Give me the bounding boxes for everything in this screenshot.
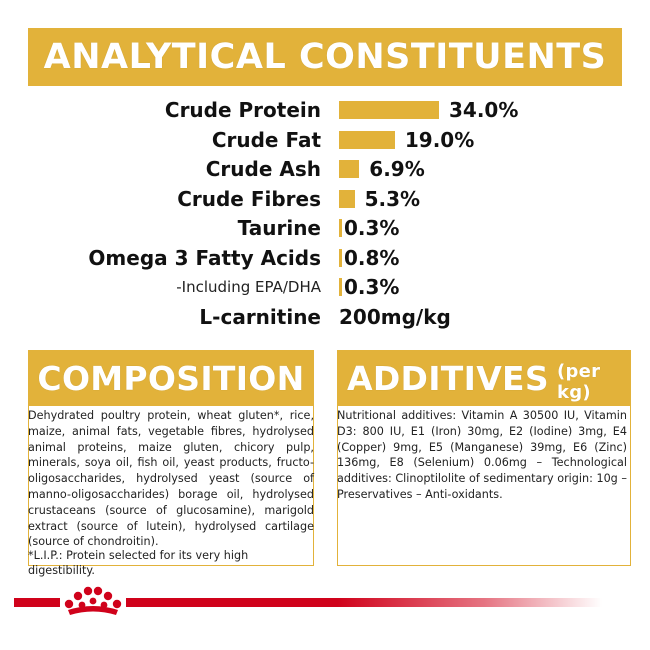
constituent-value: 200mg/kg xyxy=(339,304,451,329)
constituent-row xyxy=(0,125,650,155)
constituent-label: Taurine xyxy=(237,216,321,240)
additives-subtitle: (per kg) xyxy=(556,361,601,403)
constituent-label: L-carnitine xyxy=(199,304,321,329)
constituent-label: Crude Ash xyxy=(205,157,321,181)
constituent-value: 5.3% xyxy=(364,186,421,211)
constituent-value: 34.0% xyxy=(449,98,519,122)
crown-logo-icon xyxy=(60,582,126,618)
constituent-value: 0.3% xyxy=(344,275,400,299)
constituent-label: Crude Fat xyxy=(211,127,321,152)
constituent-value: 0.8% xyxy=(344,245,400,270)
additives-banner xyxy=(337,350,631,406)
constituent-label: Crude Fibres xyxy=(177,186,321,211)
constituent-row xyxy=(0,302,650,332)
constituent-row xyxy=(0,95,650,125)
additives-text: Nutritional additives: Vitamin A 30500 IU, Vitamin D3: 800 IU, E1 (Iron) 30mg, E2 (Iodine) 3mg, E4 (Copper) 9mg, E5 (Manganese) 39mg, E6 (Zinc) 136mg, E8 (Selenium) 0.06mg – Technological additives: Clinoptilolite of sedimentary origin: 10g – Preservatives – Anti-oxidants. xyxy=(337,409,627,501)
composition-note: *L.I.P.: Protein selected for its very high digestibility. xyxy=(28,549,249,577)
constituent-label: Omega 3 Fatty Acids xyxy=(88,245,321,270)
constituent-row xyxy=(0,184,650,214)
constituent-bar xyxy=(339,190,355,208)
logo-container xyxy=(60,582,126,618)
analytical-constituents-banner xyxy=(28,28,622,86)
composition-title: COMPOSITION xyxy=(37,358,305,398)
additives-title: ADDITIVES xyxy=(347,358,549,398)
analytical-constituents-title: ANALYTICAL CONSTITUENTS xyxy=(43,37,607,77)
constituent-bar xyxy=(339,101,439,119)
composition-text: Dehydrated poultry protein, wheat gluten*, rice, maize, animal fats, vegetable fibres, hydrolysed animal proteins, maize gluten, chicory pulp, minerals, soya oil, fish oil, yeast products, fructo-oligosaccharides, hydrolysed yeast (source of manno-oligosaccharides) borage oil, hydrolysed crustaceans (source of glucosamine), marigold extract (source of lutein), hydrolysed cartilage (source of chondroitin). xyxy=(28,409,314,549)
constituent-value: 6.9% xyxy=(369,157,425,181)
constituent-bar xyxy=(339,219,342,237)
composition-banner xyxy=(28,350,314,406)
constituent-row xyxy=(0,213,650,243)
constituent-row xyxy=(0,154,650,184)
constituent-value: 0.3% xyxy=(344,216,400,240)
constituent-label: Crude Protein xyxy=(164,98,321,122)
constituent-bar xyxy=(339,249,342,267)
constituent-label: -Including EPA/DHA xyxy=(176,278,321,296)
constituent-row xyxy=(0,243,650,273)
constituent-bar xyxy=(339,160,359,178)
constituent-value: 19.0% xyxy=(404,127,475,152)
constituent-row xyxy=(0,272,650,302)
constituent-bar xyxy=(339,278,342,296)
constituent-bar xyxy=(339,131,395,149)
